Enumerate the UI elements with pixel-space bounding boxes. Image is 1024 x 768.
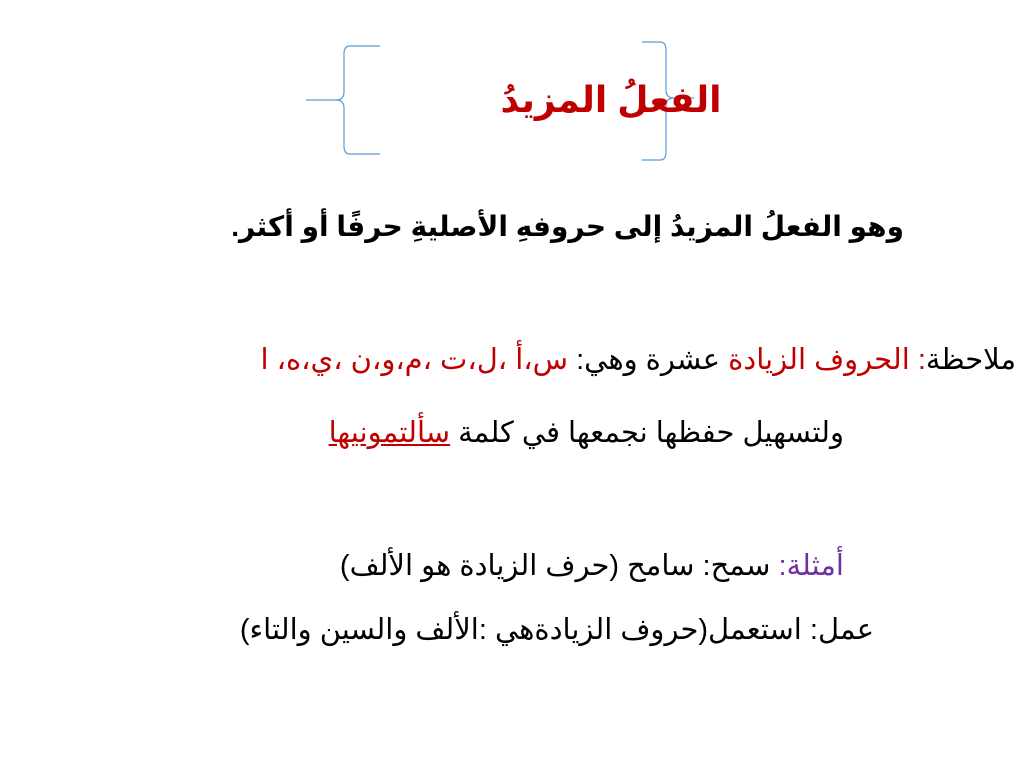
example-first (0, 548, 1024, 583)
tip-paragraph (0, 415, 1024, 450)
page-title: الفعلُ المزيدُ (500, 79, 722, 120)
note-highlight: الحروف الزيادة (728, 344, 910, 376)
tip-word: سألتمونيها (328, 417, 451, 449)
example-second: عمل: استعمل(حروف الزيادةهي :الألف والسين والتاء) (239, 614, 874, 646)
note-middle: عشرة وهي: (568, 344, 729, 376)
tip-text: ولتسهيل حفظها نجمعها في كلمة (450, 417, 844, 449)
definition-text: وهو الفعلُ المزيدُ إلى حروفهِ الأصليةِ حرفًا أو أكثر. (231, 211, 904, 242)
title-frame (300, 36, 722, 164)
examples-label: أمثلة: (778, 550, 844, 582)
note-paragraph (0, 342, 1024, 377)
note-letters: س،أ ،ل،ت ،م،و،ن ،ي،ه، ا (260, 344, 569, 376)
note-colon: : (917, 344, 926, 376)
note-label: ملاحظة (925, 344, 1016, 376)
example-first-text: سمح: سامح (حرف الزيادة هو الألف) (339, 550, 779, 582)
